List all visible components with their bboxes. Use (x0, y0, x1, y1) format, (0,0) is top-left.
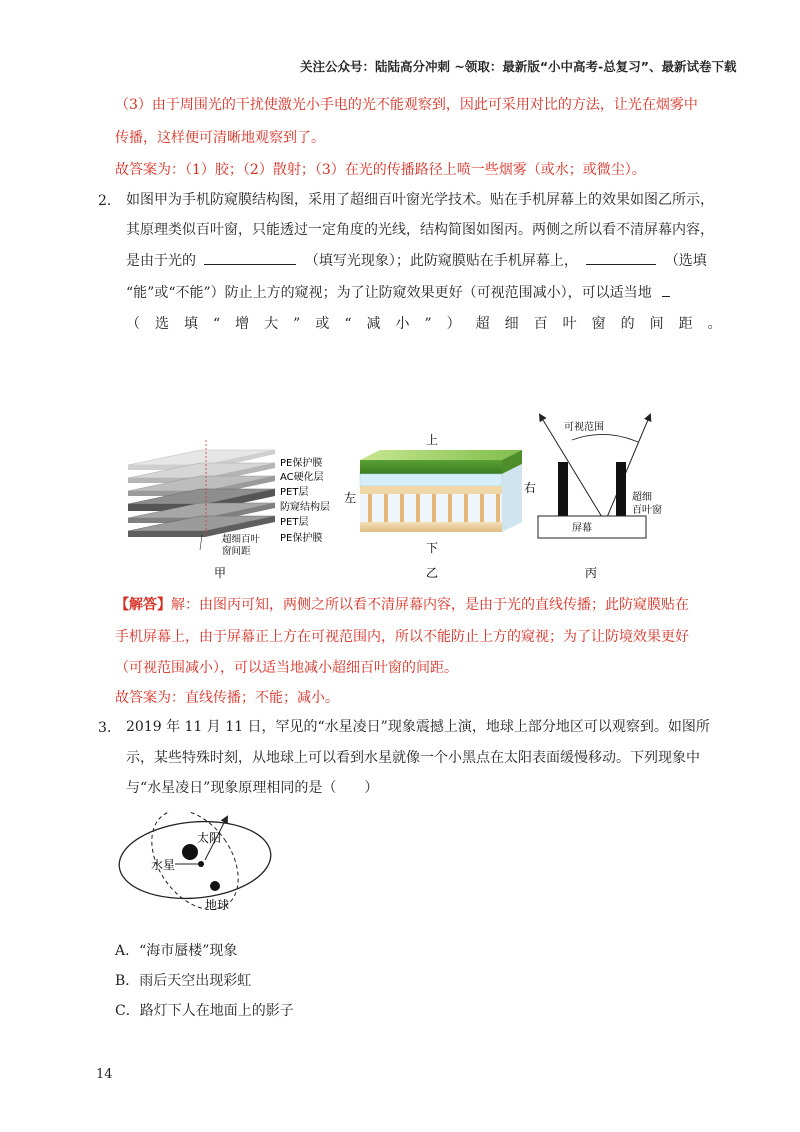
q2-line1: 如图甲为手机防窥膜结构图，采用了超细百叶窗光学技术。贴在手机屏幕上的效果如图乙所示， (126, 192, 714, 208)
q3-option-c[interactable]: C．路灯下人在地面上的影子 (115, 1003, 294, 1019)
jia-note-line1: 超细百叶 (222, 534, 261, 545)
q2-line2: 其原理类似百叶窗，只能透过一定角度的光线，结构简图如图丙。两侧之所以看不清屏幕内容， (126, 222, 714, 238)
jia-note-pointer (200, 535, 202, 550)
q3-line3: 与“水星凌日”现象原理相同的是（ ） (126, 780, 379, 796)
yi-caption: 乙 (426, 566, 439, 580)
yi-label-top: 上 (426, 433, 439, 447)
bing-view-arc (572, 434, 638, 442)
yi-side-lower (502, 464, 522, 532)
bing-louver-left (558, 462, 568, 516)
q3-option-b[interactable]: B．雨后天空出现彩虹 (115, 973, 252, 989)
earth-orbit (116, 816, 274, 905)
q2-line3-a: 是由于光的 (126, 253, 196, 269)
sun-label: 太阳 (197, 831, 222, 845)
q3-line1: 2019 年 11 月 11 日，罕见的“水星凌日”现象震撼上演，地球上部分地区可以观察到。如图所 (126, 719, 710, 735)
q2-line5: （选填“增大”或“减小”）超细百叶窗的间距。 (126, 316, 737, 332)
q2-solution-tag: 【解答】 (115, 597, 171, 613)
yi-label-left: 左 (344, 491, 357, 505)
q2-number: 2. (98, 193, 112, 209)
prev-answer-final: 故答案为：（1）胶；（2）散射；（3）在光的传播路径上喷一些烟雾（或水；或微尘）。 (115, 162, 646, 178)
page-number: 14 (96, 1067, 113, 1082)
q2-blank-1[interactable] (204, 250, 296, 265)
yi-top-surface (360, 450, 522, 460)
yi-upper-slab (360, 486, 502, 494)
q2-final-answer: 故答案为：直线传播；不能；减小。 (115, 690, 339, 706)
q3-orbit-figure (115, 812, 285, 917)
bing-screen-label: 屏幕 (572, 523, 592, 534)
sun-dot (182, 844, 198, 860)
yi-louvers (368, 494, 500, 522)
q3-line2: 示，某些特殊时刻，从地球上可以看到水星就像一个小黑点在太阳表面缓慢移动。下列现象中 (126, 750, 700, 766)
mercury-label: 水星 (151, 858, 176, 872)
prev-answer-line2: 传播，这样便可清晰地观察到了。 (115, 130, 325, 146)
jia-label-3: PET层 (280, 487, 309, 498)
bing-screen (538, 516, 646, 538)
yi-front-green (360, 460, 502, 474)
yi-clear-layer (360, 474, 502, 486)
fig-jia (128, 440, 330, 580)
prev-answer-line1: （3）由于周围光的干扰使激光小手电的光不能观察到，因此可采用对比的方法，让光在烟雾中 (115, 97, 698, 113)
q2-figures (110, 410, 690, 585)
q2-line3-b: （填写光现象）；此防窥膜贴在手机屏幕上， (304, 253, 578, 269)
q2-solution-text1: 解：由图丙可知，两侧之所以看不清屏幕内容，是由于光的直线传播；此防窥膜贴在 (171, 597, 689, 613)
q2-blank-3[interactable] (662, 282, 670, 297)
jia-label-6: PE保护膜 (280, 533, 323, 544)
earth-dot (210, 881, 220, 891)
yi-label-bottom: 下 (426, 541, 439, 555)
q2-solution-line2: 手机屏幕上，由于屏幕正上方在可视范围内，所以不能防止上方的窥视；为了让防境效果更好 (115, 629, 689, 645)
jia-label-1: PE保护膜 (280, 458, 323, 469)
q3-number: 3. (98, 720, 112, 736)
jia-note-line2: 窗间距 (222, 546, 251, 557)
q2-line4-text: “能”或“不能”）防止上方的窥视；为了让防窥效果更好（可视范围减小），可以适当地 (126, 285, 652, 301)
fig-bing (538, 415, 662, 580)
yi-lower-slab (360, 522, 502, 532)
bing-louver-label-1: 超细 (632, 492, 652, 503)
yi-label-right: 右 (524, 481, 537, 495)
page-header: 关注公众号：陆陆高分冲刺 ~领取：最新版“小中高考-总复习”、最新试卷下载 (300, 59, 737, 74)
q2-solution-line1 (115, 590, 689, 620)
fig-yi (344, 432, 536, 580)
q2-line4 (126, 278, 670, 308)
jia-label-5: PET层 (280, 517, 309, 528)
earth-label: 地球 (205, 898, 230, 912)
q2-line3 (126, 246, 707, 276)
bing-louver-label-2: 百叶窗 (632, 505, 662, 516)
jia-caption: 甲 (214, 566, 227, 580)
q3-option-a[interactable]: A．“海市蜃楼”现象 (115, 943, 238, 959)
q2-solution-line3: （可视范围减小），可以适当地减小超细百叶窗的间距。 (115, 660, 458, 676)
jia-label-4: 防窥结构层 (280, 502, 330, 513)
bing-view-label: 可视范围 (564, 422, 604, 433)
q2-blank-2[interactable] (586, 250, 656, 265)
q2-line3-c: （选填 (664, 253, 707, 269)
bing-caption: 丙 (585, 566, 598, 580)
bing-louver-right (616, 462, 626, 516)
jia-label-2: AC硬化层 (280, 472, 324, 483)
